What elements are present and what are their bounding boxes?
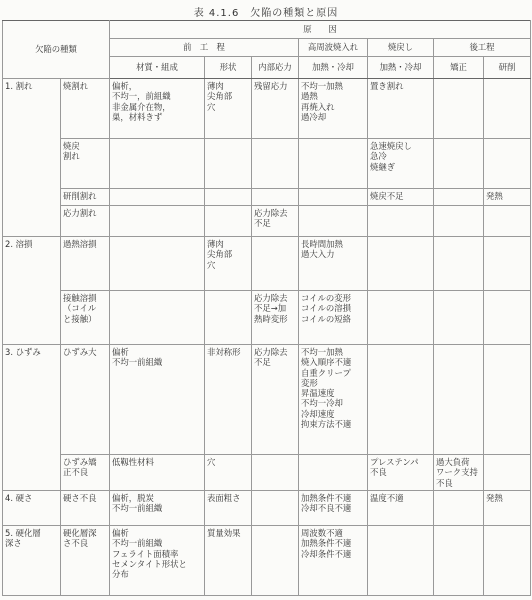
cell-heat-cool [299, 206, 368, 237]
cell-shape: 穴 [205, 455, 252, 491]
cell-grind [484, 345, 531, 455]
table-body [3, 79, 531, 596]
cell-straighten [434, 237, 484, 291]
cell-defect-subtype: ひずみ大 [61, 345, 110, 455]
cell-shape [205, 189, 252, 206]
cell-internal-stress: 応力除去 不足→加 熱時変形 [252, 291, 299, 345]
header-material: 材質・組成 [110, 57, 205, 79]
cell-defect-subtype: 焼割れ [61, 79, 110, 139]
cell-grind: 発熱 [484, 189, 531, 206]
table-row [3, 455, 531, 491]
cell-internal-stress [252, 526, 299, 596]
cell-straighten: 過大負荷 ワーク支持不良 [434, 455, 484, 491]
cell-grind [484, 237, 531, 291]
header-induction-hardening: 高周波焼入れ [299, 39, 368, 57]
table-title: 表 4.1.6 欠陥の種類と原因 [193, 8, 339, 19]
cell-shape [205, 291, 252, 345]
cell-tempering: 焼戻不足 [368, 189, 434, 206]
cell-tempering: 置き割れ [368, 79, 434, 139]
cell-internal-stress [252, 237, 299, 291]
cell-material [110, 189, 205, 206]
cell-heat-cool: 周波数不適 加熱条件不適 冷却条件不適 [299, 526, 368, 596]
header-post-process: 後工程 [434, 39, 531, 57]
cell-heat-cool: 加熱条件不適 冷却不良不適 [299, 491, 368, 526]
cell-heat-cool: 不均一加熱 過熱 再焼入れ 過冷却 [299, 79, 368, 139]
cell-defect-category: 3. ひずみ [3, 345, 61, 491]
table-row [3, 189, 531, 206]
header-pre-process: 前 工 程 [110, 39, 299, 57]
cell-internal-stress [252, 491, 299, 526]
table-row [3, 345, 531, 455]
cell-shape [205, 206, 252, 237]
cell-material: 偏析，脱炭 不均一前組織 [110, 491, 205, 526]
cell-heat-cool: 長時間加熱 過大入力 [299, 237, 368, 291]
cell-tempering: プレステンパ 不良 [368, 455, 434, 491]
cell-tempering: 急速焼戻し 急冷 焼継ぎ [368, 139, 434, 189]
cell-material: 偏析 不均一前組織 [110, 345, 205, 455]
cell-material: 偏析 不均一前組織 フェライト面積率 セメンタイト形状と 分布 [110, 526, 205, 596]
cell-material: 低靱性材料 [110, 455, 205, 491]
cell-heat-cool [299, 189, 368, 206]
cell-tempering [368, 345, 434, 455]
cell-heat-cool: 不均一加熱 焼入順序不適 自重クリープ 変形 昇温速度 不均一冷却 冷却速度 拘束方法不適 [299, 345, 368, 455]
table-row [3, 237, 531, 291]
cell-internal-stress [252, 189, 299, 206]
cell-defect-category: 2. 溶損 [3, 237, 61, 345]
table-row [3, 139, 531, 189]
cell-defect-subtype: 硬さ不良 [61, 491, 110, 526]
header-defect-type: 欠陥の種類 [3, 21, 110, 79]
cell-straighten [434, 189, 484, 206]
header-grind: 研削 [484, 57, 531, 79]
cell-heat-cool: コイルの変形 コイルの溶損 コイルの短絡 [299, 291, 368, 345]
header-straighten: 矯正 [434, 57, 484, 79]
table-row [3, 291, 531, 345]
cell-defect-category: 1. 割れ [3, 79, 61, 237]
cell-defect-subtype: 焼戻 割れ [61, 139, 110, 189]
cell-grind [484, 526, 531, 596]
cell-defect-category: 4. 硬さ [3, 491, 61, 526]
cell-shape: 非対称形 [205, 345, 252, 455]
cell-shape: 薄肉 尖角部 穴 [205, 237, 252, 291]
cell-grind: 発熱 [484, 491, 531, 526]
cell-material [110, 237, 205, 291]
cell-straighten [434, 139, 484, 189]
cell-shape [205, 139, 252, 189]
cell-grind [484, 139, 531, 189]
header-shape: 形状 [205, 57, 252, 79]
cell-shape: 質量効果 [205, 526, 252, 596]
cell-straighten [434, 345, 484, 455]
cell-shape: 表面粗さ [205, 491, 252, 526]
cell-straighten [434, 291, 484, 345]
cell-straighten [434, 206, 484, 237]
cell-straighten [434, 526, 484, 596]
cell-internal-stress: 残留応力 [252, 79, 299, 139]
cell-heat-cool [299, 139, 368, 189]
cell-tempering [368, 291, 434, 345]
cell-tempering [368, 206, 434, 237]
cell-defect-subtype: 硬化層深 さ不良 [61, 526, 110, 596]
header-heat-cool: 加熱・冷却 [299, 57, 368, 79]
cell-internal-stress: 応力除去 不足 [252, 206, 299, 237]
cell-material [110, 139, 205, 189]
cell-material: 偏析， 不均一，前組織 非金属介在物， 巣，材料きず [110, 79, 205, 139]
cell-defect-subtype: 研削割れ [61, 189, 110, 206]
defect-cause-table [2, 20, 531, 596]
cell-material [110, 206, 205, 237]
header-internal-stress: 内部応力 [252, 57, 299, 79]
cell-shape: 薄肉 尖角部 穴 [205, 79, 252, 139]
cell-defect-subtype: 過熱溶損 [61, 237, 110, 291]
cell-grind [484, 206, 531, 237]
table-row [3, 491, 531, 526]
table-row [3, 79, 531, 139]
cell-internal-stress: 応力除去 不足 [252, 345, 299, 455]
cell-grind [484, 291, 531, 345]
cell-internal-stress [252, 139, 299, 189]
header-cause: 原 因 [110, 21, 531, 39]
cell-material [110, 291, 205, 345]
cell-tempering [368, 526, 434, 596]
table-row [3, 206, 531, 237]
cell-defect-subtype: 応力割れ [61, 206, 110, 237]
cell-defect-category: 5. 硬化層 深さ [3, 526, 61, 596]
table-row [3, 526, 531, 596]
cell-heat-cool [299, 455, 368, 491]
header-heat-cool-tempering: 加熱・冷却 [368, 57, 434, 79]
cell-straighten [434, 79, 484, 139]
cell-defect-subtype: 接触溶損 （コイル と接触） [61, 291, 110, 345]
cell-grind [484, 455, 531, 491]
cell-internal-stress [252, 455, 299, 491]
cell-grind [484, 79, 531, 139]
cell-defect-subtype: ひずみ矯 正不良 [61, 455, 110, 491]
cell-straighten [434, 491, 484, 526]
header-tempering: 焼戻し [368, 39, 434, 57]
cell-tempering [368, 237, 434, 291]
cell-tempering: 温度不適 [368, 491, 434, 526]
